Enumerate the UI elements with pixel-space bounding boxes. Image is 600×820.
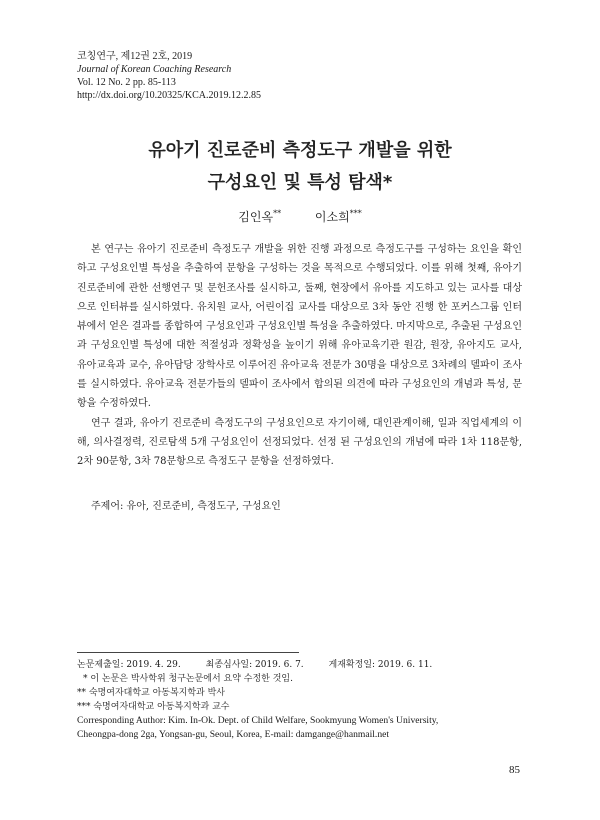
keywords: 주제어: 유아, 진로준비, 측정도구, 구성요인 xyxy=(91,501,281,512)
corresponding-author-line-1: Corresponding Author: Kim. In-Ok. Dept. of Child Welfare, Sookmyung Women's University, xyxy=(77,715,439,726)
footnote-3: *** 숙명여자대학교 아동복지학과 교수 xyxy=(77,702,230,712)
author-1 xyxy=(238,210,281,224)
author-1-name: 김인옥 xyxy=(238,210,274,224)
footnote-divider xyxy=(77,652,299,653)
journal-citation xyxy=(77,50,261,102)
revised-date: 최종심사일: 2019. 6. 7. xyxy=(205,660,304,670)
author-2-name: 이소희 xyxy=(314,210,350,224)
page-number: 85 xyxy=(509,764,520,776)
author-2-mark: *** xyxy=(349,209,362,218)
author-1-mark: ** xyxy=(273,209,282,218)
abstract xyxy=(77,240,522,472)
accepted-date: 게재확정일: 2019. 6. 11. xyxy=(328,660,433,670)
paper-title-line-2: 구성요인 및 특성 탐색* xyxy=(207,172,393,193)
author-2 xyxy=(315,210,362,224)
journal-korean-citation: 코칭연구, 제12권 2호, 2019 xyxy=(77,51,193,62)
footnote-2: ** 숙명여자대학교 아동복지학과 박사 xyxy=(77,688,225,698)
submission-dates xyxy=(77,658,537,672)
author-list xyxy=(0,208,600,225)
abstract-paragraph-1: 본 연구는 유아기 진로준비 측정도구 개발을 위한 진행 과정으로 측정도구를 구성하는 요인을 확인하고 구성요인별 특성을 추출하여 문항을 구성하는 것을 목적으로 수행되었다. 이를 위해 첫째, 유아기 진로준비에 관한 선행연구 및 문헌조사를 실시하고, 둘째, 현장에서 유아를 지도하고 있는 교사를 대상으로 인터뷰를 실시하였다. 유치원 교사, 어린이집 교사를 대상으로 3차 동안 진행 한 포커스그룹 인터뷰에서 얻은 결과를 종합하여 구성요인과 구성요인별 특성을 추출하였다. 마지막으로, 추출된 구성요인과 구성요인별 특성에 대한 적절성과 정확성을 높이기 위해 유아교육기관 원감, 원장, 유아지도 교사, 유아교육과 교수, 유아담당 장학사로 이루어진 유아교육 전문가 30명을 대상으로 3차례의 델파이 조사를 실시하였다. 유아교육 전문가들의 델파이 조사에서 합의된 의견에 따라 구성요인의 개념과 특성, 문항을 수정하였다. xyxy=(77,244,522,410)
submitted-date: 논문제출일: 2019. 4. 29. xyxy=(77,660,181,670)
paper-title-line-1: 유아기 진로준비 측정도구 개발을 위한 xyxy=(148,140,452,161)
journal-doi-link[interactable]: http://dx.doi.org/10.20325/KCA.2019.12.2.85 xyxy=(77,90,261,101)
footnotes xyxy=(77,658,537,742)
journal-volume: Vol. 12 No. 2 pp. 85-113 xyxy=(77,77,176,88)
journal-english-name: Journal of Korean Coaching Research xyxy=(77,64,232,75)
abstract-paragraph-2: 연구 결과, 유아기 진로준비 측정도구의 구성요인으로 자기이해, 대인관계이해, 일과 직업세계의 이해, 의사결정력, 진로탐색 5개 구성요인이 선정되었다. 선정 된 구성요인의 개념에 따라 1차 118문항, 2차 90문항, 3차 78문항으로 측정도구 문항을 선정하였다. xyxy=(77,417,522,468)
footnote-1: * 이 논문은 박사학위 청구논문에서 요약 수정한 것임. xyxy=(83,674,293,684)
corresponding-author-line-2: Cheongpa-dong 2ga, Yongsan-gu, Seoul, Korea, E-mail: damgange@hanmail.net xyxy=(77,729,390,740)
